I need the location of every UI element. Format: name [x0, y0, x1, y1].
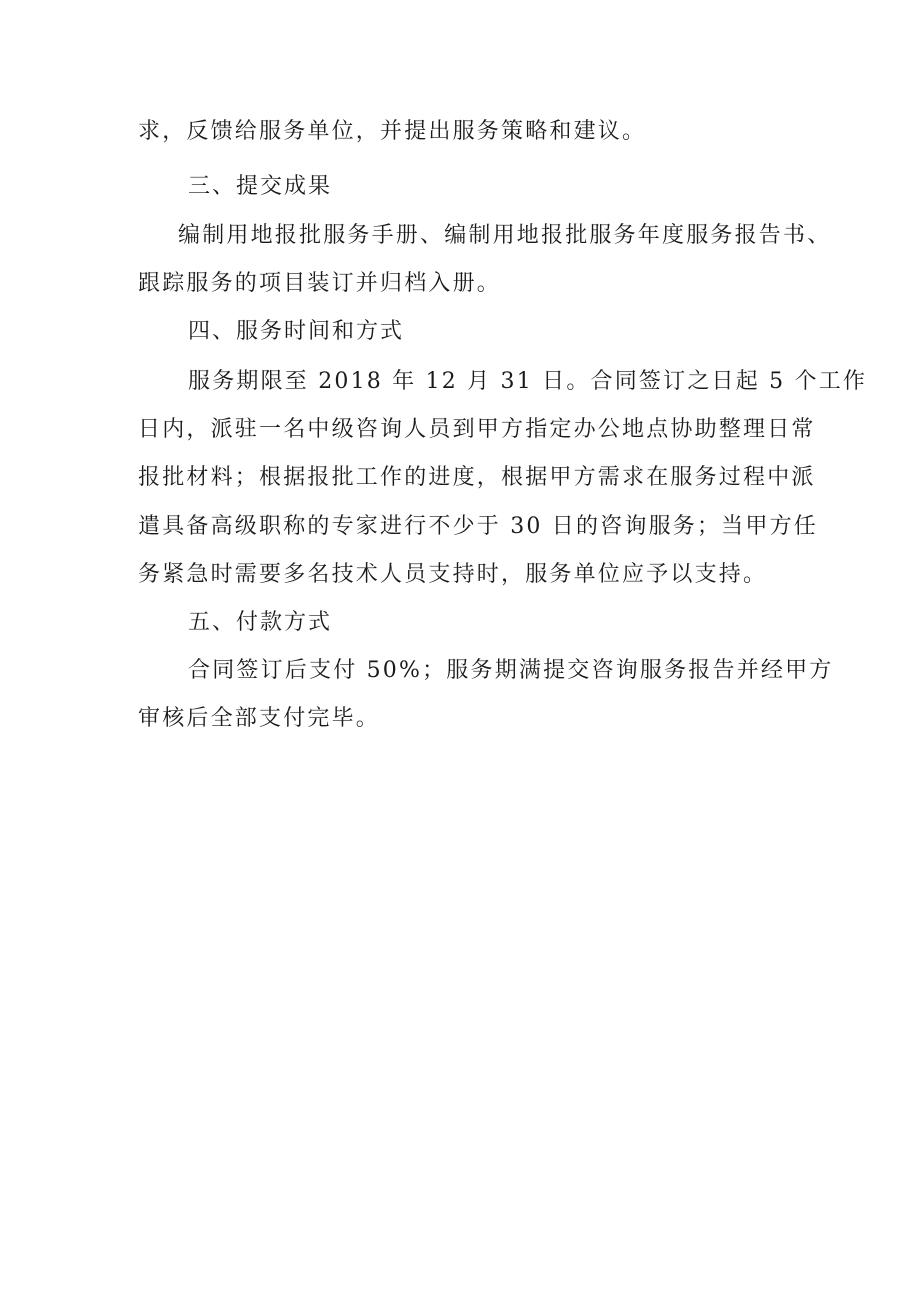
paragraph-service-line-2: 日内，派驻一名中级咨询人员到甲方指定办公地点协助整理日常 — [138, 417, 816, 442]
paragraph-results-line-1: 编制用地报批服务手册、编制用地报批服务年度服务报告书、 — [178, 223, 832, 248]
section-heading-service-time: 四、服务时间和方式 — [188, 319, 405, 344]
paragraph-service-line-1: 服务期限至 2018 年 12 月 31 日。合同签订之日起 5 个工作 — [188, 369, 868, 394]
paragraph-results-line-2: 跟踪服务的项目装订并归档入册。 — [138, 271, 502, 296]
paragraph-continuation: 求，反馈给服务单位，并提出服务策略和建议。 — [138, 119, 647, 144]
paragraph-service-line-4: 遣具备高级职称的专家进行不少于 30 日的咨询服务；当甲方任 — [138, 514, 818, 539]
paragraph-service-line-5: 务紧急时需要多名技术人员支持时，服务单位应予以支持。 — [138, 562, 768, 587]
paragraph-service-line-3: 报批材料；根据报批工作的进度，根据甲方需求在服务过程中派 — [138, 465, 816, 490]
section-heading-submit-results: 三、提交成果 — [188, 174, 333, 199]
paragraph-payment-line-1: 合同签订后支付 50%；服务期满提交咨询服务报告并经甲方 — [188, 658, 834, 683]
section-heading-payment: 五、付款方式 — [188, 610, 333, 635]
paragraph-payment-line-2: 审核后全部支付完毕。 — [138, 706, 381, 731]
